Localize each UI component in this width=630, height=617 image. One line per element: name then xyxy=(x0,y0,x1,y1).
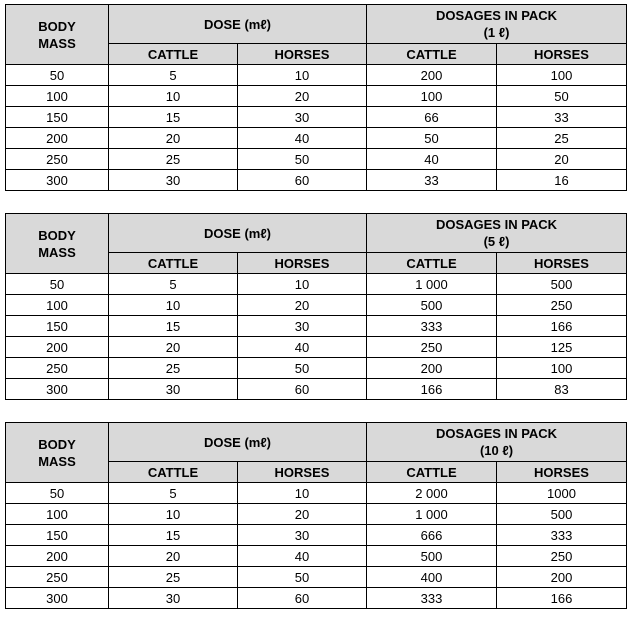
dose-header: DOSE (mℓ) xyxy=(109,423,367,462)
table-row xyxy=(6,316,627,337)
dose-cattle-header: CATTLE xyxy=(109,253,238,274)
dose-cattle-cell: 5 xyxy=(109,274,238,295)
pack-cattle-cell: 250 xyxy=(367,337,497,358)
pack-cattle-cell: 1 000 xyxy=(367,274,497,295)
pack-size-label: (5 ℓ) xyxy=(483,234,510,249)
dose-horses-cell: 40 xyxy=(238,337,367,358)
pack-cattle-cell: 2 000 xyxy=(367,483,497,504)
body-mass-header-line1: BODY xyxy=(38,436,76,452)
table-row xyxy=(6,379,627,400)
pack-horses-cell: 500 xyxy=(497,274,627,295)
dose-horses-cell: 40 xyxy=(238,128,367,149)
table-row xyxy=(6,567,627,588)
pack-cattle-header: CATTLE xyxy=(367,44,497,65)
dose-horses-cell: 40 xyxy=(238,546,367,567)
table-row xyxy=(6,149,627,170)
dose-cattle-cell: 10 xyxy=(109,86,238,107)
table-row xyxy=(6,86,627,107)
dose-cattle-cell: 20 xyxy=(109,337,238,358)
body-mass-cell: 250 xyxy=(6,567,109,588)
dose-cattle-cell: 15 xyxy=(109,107,238,128)
pack-horses-cell: 33 xyxy=(497,107,627,128)
pack-size-label: (1 ℓ) xyxy=(483,25,510,40)
table-row xyxy=(6,504,627,525)
body-mass-header-line2: MASS xyxy=(38,453,76,469)
dose-horses-cell: 60 xyxy=(238,379,367,400)
dose-horses-cell: 30 xyxy=(238,107,367,128)
pack-cattle-cell: 40 xyxy=(367,149,497,170)
dosage-table xyxy=(5,422,627,609)
dose-cattle-cell: 25 xyxy=(109,567,238,588)
pack-horses-header: HORSES xyxy=(497,44,627,65)
pack-horses-cell: 83 xyxy=(497,379,627,400)
dose-cattle-header: CATTLE xyxy=(109,44,238,65)
table-row xyxy=(6,358,627,379)
pack-horses-cell: 125 xyxy=(497,337,627,358)
body-mass-cell: 300 xyxy=(6,588,109,609)
pack-horses-cell: 20 xyxy=(497,149,627,170)
pack-cattle-cell: 200 xyxy=(367,65,497,86)
dose-horses-cell: 50 xyxy=(238,567,367,588)
pack-cattle-cell: 333 xyxy=(367,588,497,609)
body-mass-cell: 200 xyxy=(6,337,109,358)
pack-horses-cell: 250 xyxy=(497,295,627,316)
dose-cattle-cell: 30 xyxy=(109,588,238,609)
pack-cattle-header: CATTLE xyxy=(367,253,497,274)
body-mass-cell: 50 xyxy=(6,274,109,295)
table-row xyxy=(6,295,627,316)
dose-horses-header: HORSES xyxy=(238,462,367,483)
body-mass-cell: 50 xyxy=(6,483,109,504)
dose-horses-cell: 10 xyxy=(238,274,367,295)
table-row xyxy=(6,483,627,504)
dose-cattle-cell: 15 xyxy=(109,316,238,337)
table-row xyxy=(6,128,627,149)
body-mass-header-line2: MASS xyxy=(38,35,76,51)
body-mass-header-line1: BODY xyxy=(38,227,76,243)
pack-horses-cell: 1000 xyxy=(497,483,627,504)
body-mass-cell: 150 xyxy=(6,107,109,128)
dose-horses-header: HORSES xyxy=(238,253,367,274)
dose-cattle-cell: 10 xyxy=(109,295,238,316)
pack-cattle-cell: 200 xyxy=(367,358,497,379)
dose-cattle-cell: 15 xyxy=(109,525,238,546)
dosages-in-pack-header xyxy=(367,5,627,44)
dose-horses-cell: 10 xyxy=(238,65,367,86)
dosages-in-pack-label: DOSAGES IN PACK xyxy=(435,217,558,232)
table-row xyxy=(6,65,627,86)
body-mass-header-line2: MASS xyxy=(38,244,76,260)
dose-horses-cell: 50 xyxy=(238,358,367,379)
table-row xyxy=(6,107,627,128)
dose-horses-header: HORSES xyxy=(238,44,367,65)
dose-cattle-cell: 5 xyxy=(109,483,238,504)
pack-cattle-cell: 400 xyxy=(367,567,497,588)
pack-cattle-cell: 33 xyxy=(367,170,497,191)
dose-horses-cell: 20 xyxy=(238,86,367,107)
table-row xyxy=(6,274,627,295)
dosage-table xyxy=(5,213,627,400)
body-mass-cell: 100 xyxy=(6,295,109,316)
dosages-in-pack-header xyxy=(367,423,627,462)
dose-cattle-cell: 20 xyxy=(109,128,238,149)
body-mass-cell: 250 xyxy=(6,149,109,170)
dosages-in-pack-label: DOSAGES IN PACK xyxy=(435,426,558,441)
pack-cattle-cell: 100 xyxy=(367,86,497,107)
pack-horses-cell: 50 xyxy=(497,86,627,107)
table-row xyxy=(6,588,627,609)
dose-horses-cell: 20 xyxy=(238,295,367,316)
pack-cattle-cell: 166 xyxy=(367,379,497,400)
dose-header: DOSE (mℓ) xyxy=(109,5,367,44)
body-mass-header-line1: BODY xyxy=(38,18,76,34)
body-mass-header xyxy=(6,5,109,65)
body-mass-cell: 150 xyxy=(6,525,109,546)
body-mass-cell: 100 xyxy=(6,86,109,107)
dose-horses-cell: 60 xyxy=(238,170,367,191)
dose-cattle-cell: 25 xyxy=(109,358,238,379)
pack-cattle-cell: 50 xyxy=(367,128,497,149)
dose-cattle-cell: 5 xyxy=(109,65,238,86)
body-mass-cell: 250 xyxy=(6,358,109,379)
dose-horses-cell: 50 xyxy=(238,149,367,170)
pack-cattle-cell: 500 xyxy=(367,295,497,316)
table-row xyxy=(6,170,627,191)
pack-horses-cell: 166 xyxy=(497,316,627,337)
dosages-in-pack-header xyxy=(367,214,627,253)
pack-horses-cell: 333 xyxy=(497,525,627,546)
pack-cattle-cell: 1 000 xyxy=(367,504,497,525)
body-mass-cell: 200 xyxy=(6,128,109,149)
dose-horses-cell: 30 xyxy=(238,525,367,546)
body-mass-cell: 300 xyxy=(6,170,109,191)
dose-horses-cell: 60 xyxy=(238,588,367,609)
pack-horses-header: HORSES xyxy=(497,462,627,483)
pack-cattle-cell: 666 xyxy=(367,525,497,546)
dose-horses-cell: 10 xyxy=(238,483,367,504)
dose-cattle-cell: 30 xyxy=(109,170,238,191)
table-row xyxy=(6,525,627,546)
body-mass-cell: 150 xyxy=(6,316,109,337)
pack-horses-cell: 200 xyxy=(497,567,627,588)
table-row xyxy=(6,546,627,567)
dose-cattle-cell: 20 xyxy=(109,546,238,567)
pack-horses-header: HORSES xyxy=(497,253,627,274)
pack-cattle-cell: 66 xyxy=(367,107,497,128)
dose-cattle-cell: 30 xyxy=(109,379,238,400)
dose-header: DOSE (mℓ) xyxy=(109,214,367,253)
pack-cattle-header: CATTLE xyxy=(367,462,497,483)
pack-horses-cell: 25 xyxy=(497,128,627,149)
body-mass-header xyxy=(6,214,109,274)
dose-cattle-cell: 25 xyxy=(109,149,238,170)
pack-cattle-cell: 500 xyxy=(367,546,497,567)
pack-horses-cell: 100 xyxy=(497,358,627,379)
body-mass-cell: 50 xyxy=(6,65,109,86)
dose-horses-cell: 20 xyxy=(238,504,367,525)
pack-horses-cell: 250 xyxy=(497,546,627,567)
body-mass-cell: 100 xyxy=(6,504,109,525)
pack-horses-cell: 500 xyxy=(497,504,627,525)
pack-horses-cell: 100 xyxy=(497,65,627,86)
body-mass-cell: 300 xyxy=(6,379,109,400)
pack-horses-cell: 166 xyxy=(497,588,627,609)
body-mass-cell: 200 xyxy=(6,546,109,567)
dose-cattle-cell: 10 xyxy=(109,504,238,525)
dosage-table xyxy=(5,4,627,191)
body-mass-header xyxy=(6,423,109,483)
dose-horses-cell: 30 xyxy=(238,316,367,337)
dosages-in-pack-label: DOSAGES IN PACK xyxy=(435,8,558,23)
pack-cattle-cell: 333 xyxy=(367,316,497,337)
pack-horses-cell: 16 xyxy=(497,170,627,191)
table-row xyxy=(6,337,627,358)
dose-cattle-header: CATTLE xyxy=(109,462,238,483)
pack-size-label: (10 ℓ) xyxy=(479,443,514,458)
